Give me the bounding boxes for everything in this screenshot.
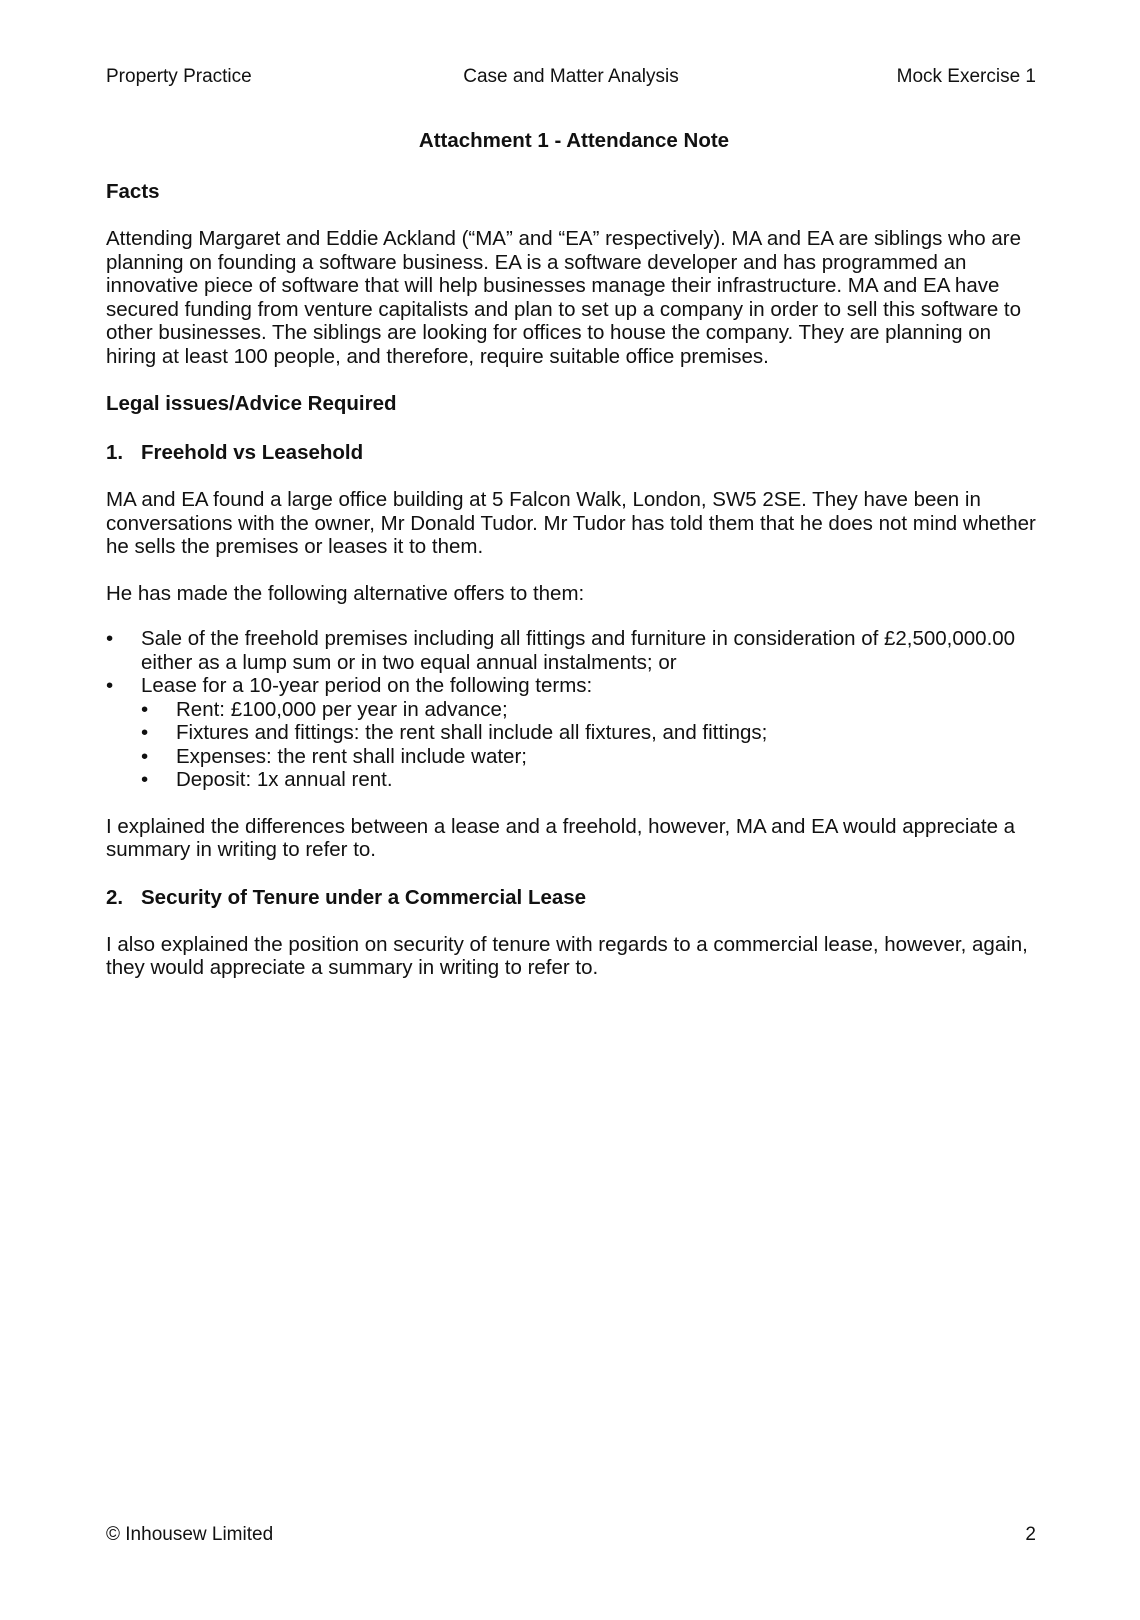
- facts-heading: Facts: [106, 180, 160, 203]
- list-item: [141, 768, 1042, 792]
- section-2-paragraph: I also explained the position on security of tenure with regards to a commercial lease, however, again, they would appreciate a summary in writing to refer to.: [106, 932, 1028, 979]
- list-item: [106, 674, 1042, 698]
- lease-term-rent: Rent: £100,000 per year in advance;: [176, 697, 508, 721]
- document-body: [106, 128, 1042, 980]
- lease-term-expenses: Expenses: the rent shall include water;: [176, 744, 527, 768]
- header-module-name: Case and Matter Analysis: [463, 66, 679, 87]
- offers-list: [106, 627, 1042, 698]
- section-2-number: 2.: [106, 885, 124, 909]
- section-1-number: 1.: [106, 441, 124, 464]
- lease-terms-list: [106, 698, 1042, 792]
- running-header: [106, 64, 1036, 90]
- lease-term-deposit: Deposit: 1x annual rent.: [176, 768, 393, 791]
- bullet-icon: •: [106, 627, 114, 650]
- header-course-name: Property Practice: [106, 66, 252, 87]
- footer-copyright: © Inhousew Limited: [106, 1524, 274, 1545]
- section-1-intro: MA and EA found a large office building at 5 Falcon Walk, London, SW5 2SE. They have been in conversations with the owner, Mr Donald Tudor. Mr Tudor has told them that he does not mind whether he sells the premises or leases it to them.: [106, 488, 1036, 558]
- section-2-heading: [106, 885, 1042, 911]
- offers-intro: He has made the following alternative offers to them:: [106, 581, 585, 605]
- bullet-icon: •: [141, 697, 149, 721]
- legal-issues-heading: Legal issues/Advice Required: [106, 392, 397, 415]
- list-item: [106, 627, 1042, 674]
- section-1-closing: I explained the differences between a lease and a freehold, however, MA and EA would appreciate a summary in writing to refer to.: [106, 814, 1016, 861]
- bullet-icon: •: [106, 674, 114, 697]
- lease-term-fixtures: Fixtures and fittings: the rent shall include all fixtures, and fittings;: [176, 721, 768, 744]
- facts-paragraph: Attending Margaret and Eddie Ackland (“MA” and “EA” respectively). MA and EA are siblings who are planning on founding a software business. EA is a software developer and has programmed an innovative piece of software that will help businesses manage their infrastructure. MA and EA have secured funding from venture capitalists and plan to set up a company in order to sell this software to other businesses. The siblings are looking for offices to house the company. They are planning on hiring at least 100 people, and therefore, require suitable office premises.: [106, 227, 1022, 368]
- list-item: [141, 698, 1042, 722]
- bullet-icon: •: [141, 721, 149, 744]
- page-number: 2: [1025, 1524, 1036, 1545]
- offer-lease: Lease for a 10-year period on the following terms:: [141, 674, 593, 697]
- bullet-icon: •: [141, 768, 149, 791]
- section-2-title: Security of Tenure under a Commercial Lease: [141, 885, 587, 909]
- header-exercise-name: Mock Exercise 1: [896, 66, 1036, 87]
- section-1-title: Freehold vs Leasehold: [141, 441, 364, 464]
- running-footer: [106, 1522, 1036, 1548]
- list-item: [141, 721, 1042, 745]
- bullet-icon: •: [141, 744, 149, 768]
- section-1-heading: [106, 440, 1042, 466]
- document-title: Attachment 1 - Attendance Note: [418, 129, 730, 152]
- list-item: [141, 745, 1042, 769]
- offer-freehold-sale: Sale of the freehold premises including all fittings and furniture in consideration of £2,500,000.00 either as a lump sum or in two equal annual instalments; or: [141, 627, 1016, 674]
